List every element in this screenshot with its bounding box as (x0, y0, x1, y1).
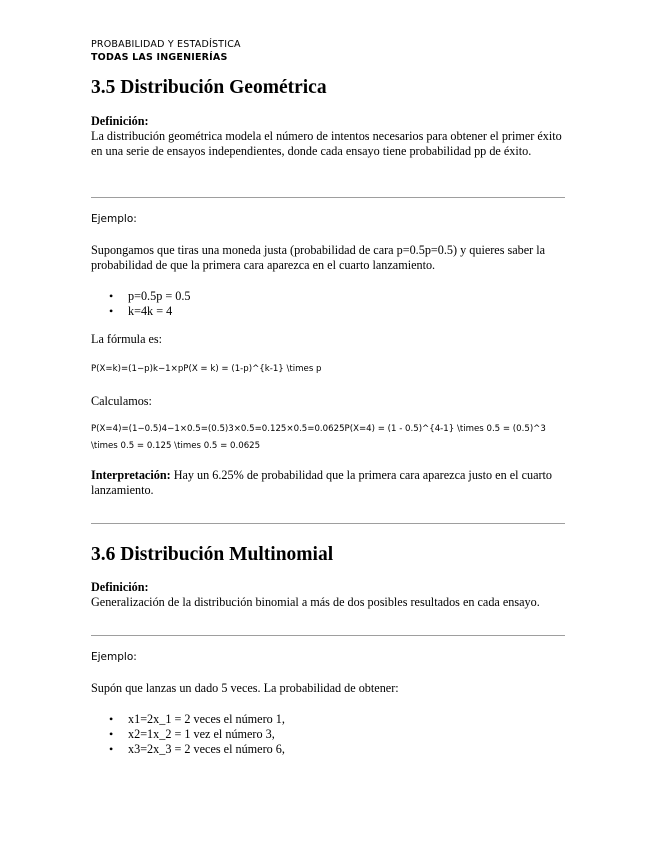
divider (91, 197, 565, 198)
header-audience: TODAS LAS INGENIERÍAS (91, 52, 228, 63)
list-item: • k=4k = 4 (91, 304, 565, 319)
header-course: PROBABILIDAD Y ESTADÍSTICA (91, 39, 241, 50)
calculation-line: \times 0.5 = 0.125 \times 0.5 = 0.0625 (91, 441, 261, 451)
section-title-geometric: 3.5 Distribución Geométrica (91, 77, 327, 98)
definition-text: La distribución geométrica modela el número de intentos necesarios para obtener el primer éxito en una serie de ensayos independientes, donde cada ensayo tiene probabilidad pp de éxito. (91, 129, 562, 158)
interpretation-label: Interpretación: (91, 468, 171, 482)
list-item: • p=0.5p = 0.5 (91, 289, 565, 304)
formula-intro: La fórmula es: (91, 332, 163, 346)
definition-text: Generalización de la distribución binomial a más de dos posibles resultados en cada ensayo. (91, 595, 540, 609)
example-label: Ejemplo: (91, 213, 137, 225)
outcome-list (91, 712, 565, 757)
list-item: • x2=1x_2 = 1 vez el número 3, (91, 727, 565, 742)
interpretation-text: Hay un 6.25% de probabilidad que la primera cara aparezca justo en el cuarto lanzamiento. (91, 468, 553, 497)
running-header (91, 38, 565, 64)
calculation-line: P(X=4)=(1−0.5)4−1×0.5=(0.5)3×0.5=0.125×0.5=0.0625P(X=4) = (1 - 0.5)^{4-1} \times 0.5 = (0.5)^3 (91, 424, 546, 434)
divider (91, 523, 565, 524)
definition-label: Definición: (91, 114, 149, 128)
list-item: • x3=2x_3 = 2 veces el número 6, (91, 742, 565, 757)
example-label: Ejemplo: (91, 651, 137, 663)
parameter-list (91, 289, 565, 319)
interpretation (91, 468, 565, 498)
calc-intro: Calculamos: (91, 394, 152, 408)
formula: P(X=k)=(1−p)k−1×pP(X = k) = (1-p)^{k-1} \times p (91, 364, 322, 374)
divider (91, 635, 565, 636)
example-text: Supongamos que tiras una moneda justa (probabilidad de cara p=0.5p=0.5) y quieres saber la probabilidad de que la primera cara aparezca en el cuarto lanzamiento. (91, 243, 546, 272)
calculation (91, 421, 565, 455)
section-title-multinomial: 3.6 Distribución Multinomial (91, 544, 334, 565)
definition-block-multinomial (91, 580, 565, 610)
definition-block-geometric (91, 114, 565, 159)
definition-label: Definición: (91, 580, 149, 594)
example-text: Supón que lanzas un dado 5 veces. La probabilidad de obtener: (91, 681, 399, 695)
list-item: • x1=2x_1 = 2 veces el número 1, (91, 712, 565, 727)
